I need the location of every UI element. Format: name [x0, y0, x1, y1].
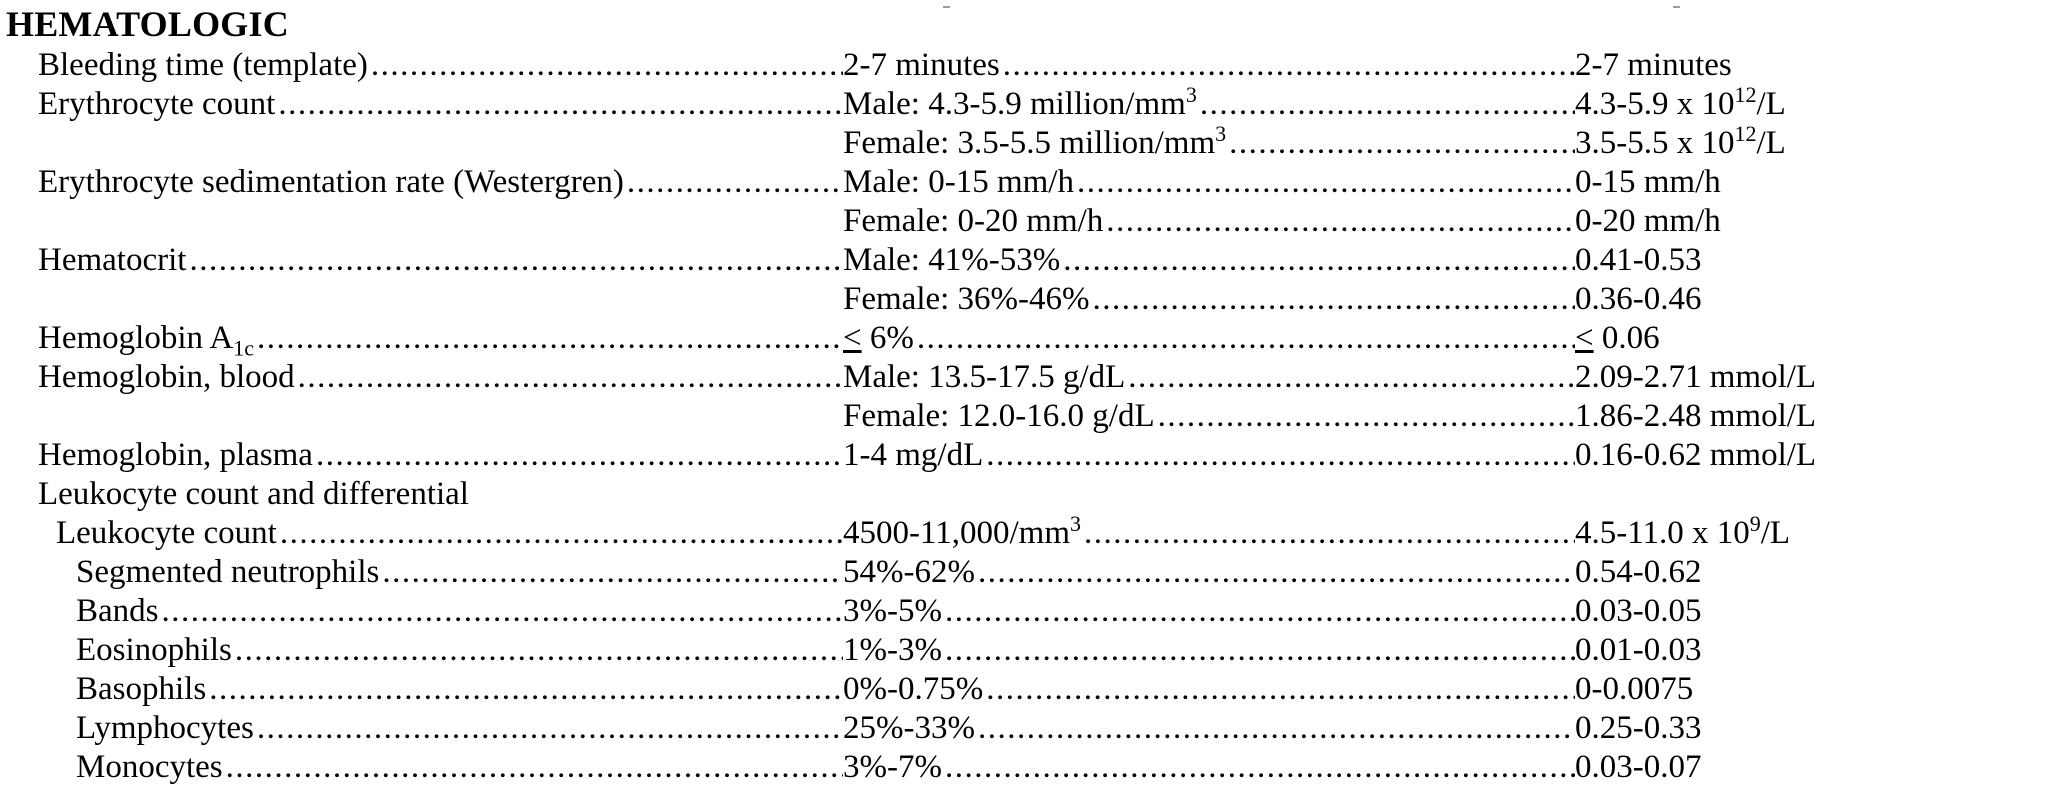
reference-range-cell — [843, 436, 1575, 475]
si-value: 0.54-0.62 — [1575, 554, 1702, 590]
dot-leader — [162, 592, 844, 631]
dot-leader — [1077, 163, 1575, 202]
test-name-cell — [38, 241, 843, 280]
reference-range: 25%-33% — [843, 710, 975, 746]
dot-leader — [1003, 46, 1575, 85]
si-value: 0.01-0.03 — [1575, 632, 1702, 668]
si-value: 0.03-0.05 — [1575, 593, 1702, 629]
test-group-heading-cell — [38, 475, 843, 514]
si-value: 1.86-2.48 mmol/L — [1575, 398, 1817, 434]
si-value-cell — [1575, 709, 2035, 748]
dot-leader — [986, 436, 1575, 475]
dot-leader — [316, 436, 843, 475]
test-name-cell — [76, 592, 843, 631]
si-value: 4.3-5.9 x $10^{12}/L$ — [1575, 85, 1786, 122]
test-name: Bands — [76, 593, 159, 629]
table-row — [0, 553, 2048, 592]
test-name-cell — [38, 46, 843, 85]
reference-range: Male: 0-15 mm/h — [843, 164, 1074, 200]
reference-range: Male: 4.3-5.9 million/$mm^3$ — [843, 85, 1197, 122]
si-value: 0-0.0075 — [1575, 671, 1694, 707]
dot-leader — [371, 46, 843, 85]
test-name: Eosinophils — [76, 632, 232, 668]
si-value-cell — [1575, 631, 2035, 670]
si-value: < 0.06 — [1575, 320, 1660, 356]
si-value: 0.16-0.62 mmol/L — [1575, 437, 1817, 473]
dot-leader — [978, 553, 1575, 592]
test-name: Basophils — [76, 671, 207, 707]
reference-range: 2-7 minutes — [843, 47, 1000, 83]
si-value-cell — [1575, 436, 2035, 475]
reference-range: < 6% — [843, 320, 914, 356]
test-name-cell — [38, 319, 843, 358]
test-name: Erythrocyte sedimentation rate (Westergren) — [38, 164, 624, 200]
dot-leader — [917, 319, 1575, 358]
test-name-cell — [56, 514, 843, 553]
dot-leader — [627, 163, 843, 202]
reference-range-cell — [843, 319, 1575, 358]
test-name-cell — [76, 631, 843, 670]
dot-leader — [1106, 202, 1575, 241]
si-value-cell — [1575, 280, 2035, 319]
dot-leader — [209, 670, 843, 709]
table-row — [0, 124, 2048, 163]
dot-leader — [1229, 124, 1575, 163]
reference-range-cell — [843, 163, 1575, 202]
dot-leader — [1158, 397, 1575, 436]
test-name: Leukocyte count — [56, 515, 277, 551]
si-value: 4.5-11.0 x $10^9/L$ — [1575, 514, 1791, 551]
dot-leader — [945, 592, 1575, 631]
dot-leader — [1093, 280, 1575, 319]
reference-range: 54%-62% — [843, 554, 975, 590]
test-name-cell — [76, 709, 843, 748]
si-value: 0-20 mm/h — [1575, 203, 1721, 239]
table-row — [0, 241, 2048, 280]
test-name: Hematocrit — [38, 242, 187, 278]
reference-range-cell — [843, 358, 1575, 397]
si-value-cell — [1575, 397, 2035, 436]
reference-range: Female: 12.0-16.0 g/dL — [843, 398, 1155, 434]
si-value-cell — [1575, 670, 2035, 709]
si-value: 0.25-0.33 — [1575, 710, 1702, 746]
reference-range-cell — [843, 709, 1575, 748]
dot-leader — [382, 553, 843, 592]
lab-values-table — [0, 46, 2048, 787]
table-row — [0, 280, 2048, 319]
si-value-cell — [1575, 553, 2035, 592]
reference-range: 1-4 mg/dL — [843, 437, 984, 473]
table-row — [0, 514, 2048, 553]
reference-range: $4500-11,000/mm^3$ — [843, 514, 1082, 551]
test-name: Lymphocytes — [76, 710, 254, 746]
si-value-cell — [1575, 592, 2035, 631]
dot-leader — [257, 319, 843, 358]
table-row — [0, 631, 2048, 670]
dot-leader — [945, 748, 1575, 787]
test-name-cell — [76, 553, 843, 592]
si-value-cell — [1575, 85, 2035, 124]
section-title: HEMATOLOGIC — [6, 4, 289, 44]
reference-range-cell — [843, 631, 1575, 670]
dot-leader — [1063, 241, 1575, 280]
reference-range: Male: 13.5-17.5 g/dL — [843, 359, 1126, 395]
dot-leader — [278, 85, 843, 124]
reference-range-cell — [843, 124, 1575, 163]
reference-range-cell — [843, 592, 1575, 631]
test-name-cell — [76, 670, 843, 709]
si-value-cell — [1575, 319, 2035, 358]
si-value: 2.09-2.71 mmol/L — [1575, 359, 1817, 395]
test-name: Segmented neutrophils — [76, 554, 380, 590]
dot-leader — [986, 670, 1575, 709]
reference-range-cell — [843, 241, 1575, 280]
test-name: Hemoglobin $A_{1c}$ — [38, 320, 255, 358]
table-row — [0, 397, 2048, 436]
test-name: Hemoglobin, plasma — [38, 437, 313, 473]
si-value: 3.5-5.5 x $10^{12}/L$ — [1575, 124, 1786, 161]
table-row — [0, 748, 2048, 787]
reference-range: 3%-7% — [843, 749, 942, 785]
reference-range-cell — [843, 85, 1575, 124]
test-name-cell — [38, 85, 843, 124]
reference-range-cell — [843, 514, 1575, 553]
table-row — [0, 202, 2048, 241]
si-value-cell — [1575, 46, 2035, 85]
si-value-cell — [1575, 163, 2035, 202]
dot-leader — [226, 748, 843, 787]
table-row — [0, 436, 2048, 475]
table-row — [0, 670, 2048, 709]
scan-mark-left — [943, 6, 950, 8]
si-value: 0.36-0.46 — [1575, 281, 1702, 317]
si-value-cell — [1575, 124, 2035, 163]
reference-range-cell — [843, 748, 1575, 787]
table-row — [0, 319, 2048, 358]
dot-leader — [1084, 514, 1575, 553]
table-row — [0, 85, 2048, 124]
reference-range: 3%-5% — [843, 593, 942, 629]
dot-leader — [978, 709, 1575, 748]
dot-leader — [298, 358, 843, 397]
reference-range: Female: 36%-46% — [843, 281, 1090, 317]
dot-leader — [189, 241, 843, 280]
reference-range-cell — [843, 670, 1575, 709]
dot-leader — [1200, 85, 1575, 124]
reference-range-cell — [843, 553, 1575, 592]
dot-leader — [1128, 358, 1575, 397]
test-name-cell — [38, 358, 843, 397]
reference-range-cell — [843, 280, 1575, 319]
si-value-cell — [1575, 241, 2035, 280]
si-value: 2-7 minutes — [1575, 47, 1732, 83]
reference-range: Female: 3.5-5.5 million/$mm^3$ — [843, 124, 1227, 161]
reference-range: 0%-0.75% — [843, 671, 984, 707]
test-name: Bleeding time (template) — [38, 47, 368, 83]
reference-range-cell — [843, 397, 1575, 436]
table-row — [0, 163, 2048, 202]
reference-range: Female: 0-20 mm/h — [843, 203, 1104, 239]
si-value-cell — [1575, 202, 2035, 241]
table-row — [0, 46, 2048, 85]
table-row — [0, 592, 2048, 631]
dot-leader — [257, 709, 843, 748]
reference-range-cell — [843, 46, 1575, 85]
reference-range: Male: 41%-53% — [843, 242, 1061, 278]
test-name-cell — [76, 748, 843, 787]
test-name-cell — [38, 436, 843, 475]
test-name: Monocytes — [76, 749, 223, 785]
test-name-cell — [38, 163, 843, 202]
si-value-cell — [1575, 748, 2035, 787]
dot-leader — [945, 631, 1575, 670]
reference-range-cell — [843, 202, 1575, 241]
si-value: 0.03-0.07 — [1575, 749, 1702, 785]
table-row — [0, 709, 2048, 748]
dot-leader — [235, 631, 843, 670]
reference-range: 1%-3% — [843, 632, 942, 668]
scan-mark-right — [1673, 6, 1680, 8]
table-row — [0, 475, 2048, 514]
si-value-cell — [1575, 514, 2035, 553]
table-row — [0, 358, 2048, 397]
test-group-heading: Leukocyte count and differential — [38, 476, 469, 512]
dot-leader — [280, 514, 843, 553]
test-name: Erythrocyte count — [38, 86, 276, 122]
test-name: Hemoglobin, blood — [38, 359, 295, 395]
si-value: 0-15 mm/h — [1575, 164, 1721, 200]
si-value: 0.41-0.53 — [1575, 242, 1702, 278]
si-value-cell — [1575, 358, 2035, 397]
